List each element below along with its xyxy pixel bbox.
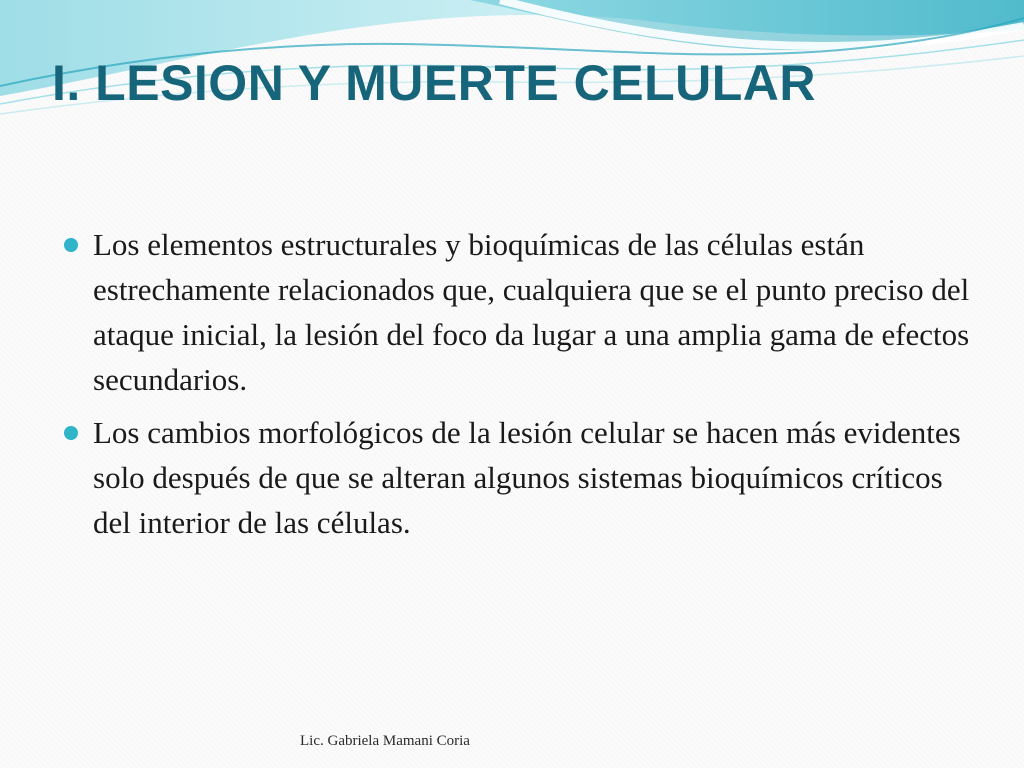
bullet-item [62,222,982,402]
bullet-text: Los cambios morfológicos de la lesión celular se hacen más evidentes solo después de que se alteran algunos sistemas bioquímicos críticos del interior de las células. [93,415,961,540]
bullet-text: Los elementos estructurales y bioquímicas de las células están estrechamente relacionados que, cualquiera que se el punto preciso del ataque inicial, la lesión del foco da lugar a una amplia gama de efectos secundarios. [93,227,970,397]
bullet-item [62,410,982,545]
slide-title: I. LESION Y MUERTE CELULAR [52,55,817,111]
slide-footer: Lic. Gabriela Mamani Coria [300,733,470,749]
bullet-dot-icon [64,426,78,440]
bullet-list [62,222,982,553]
bullet-dot-icon [64,238,78,252]
